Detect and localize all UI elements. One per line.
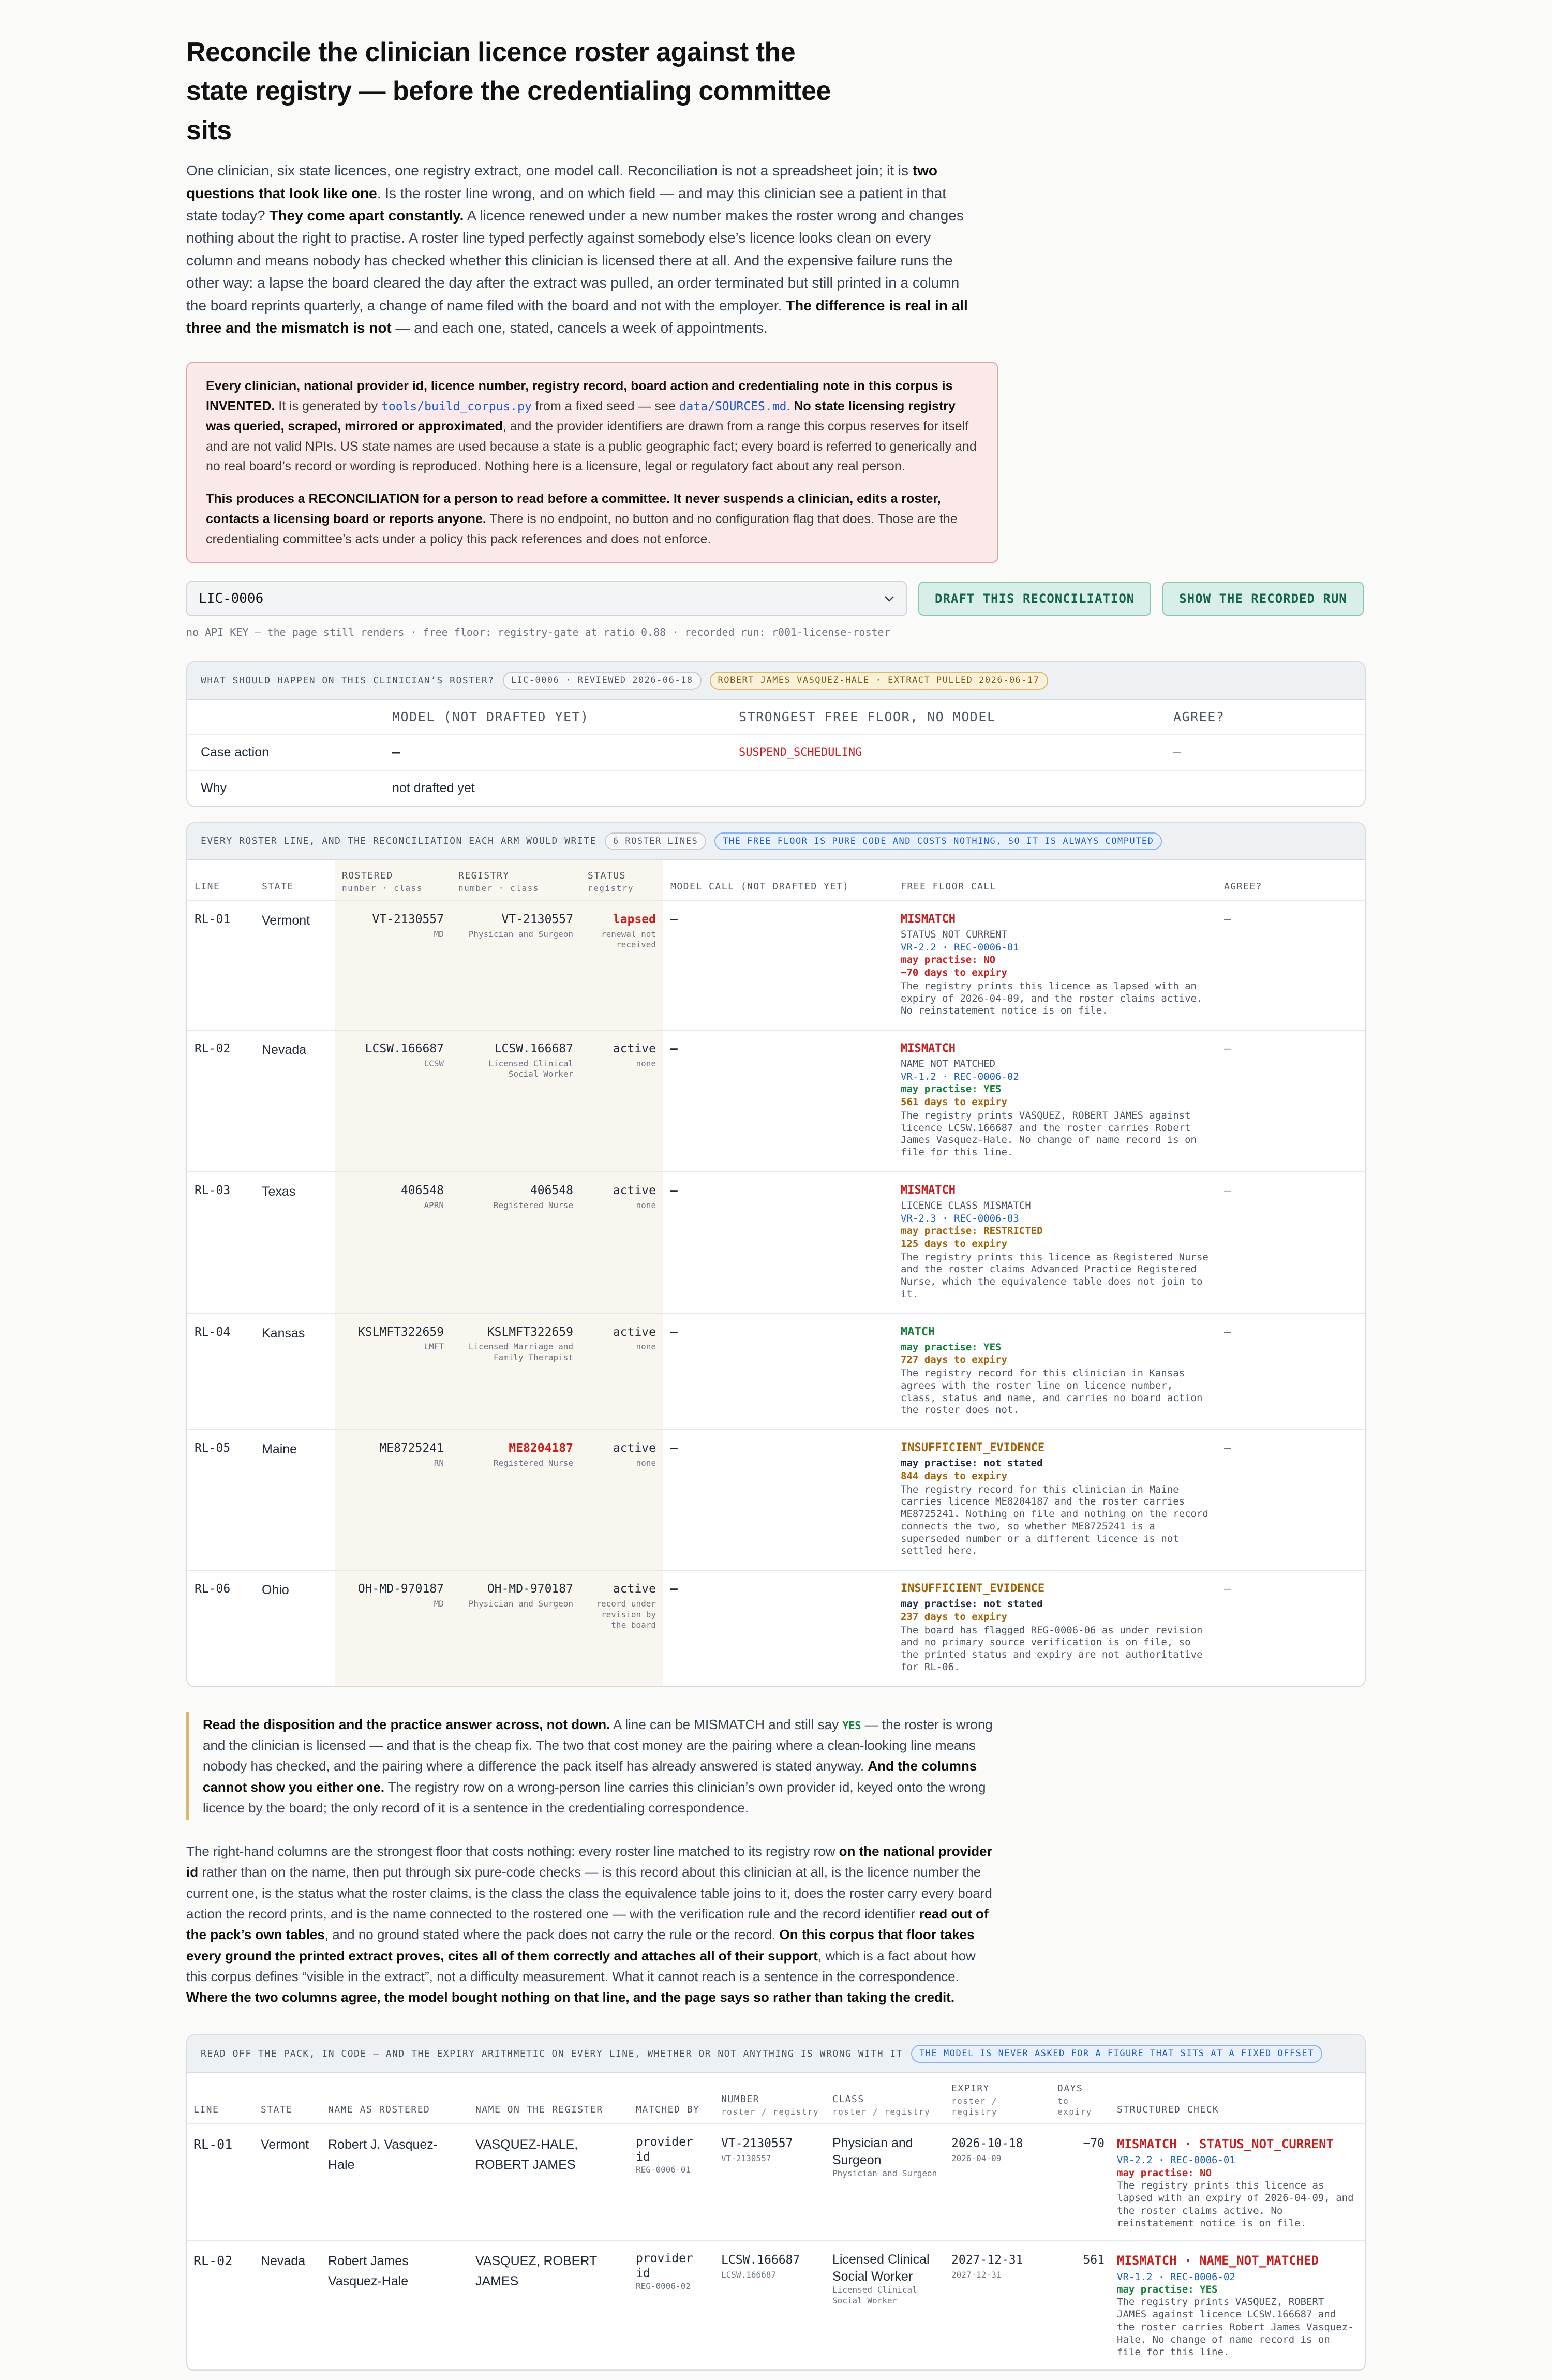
- cc-expiry-registry: 2027-12-31: [951, 2270, 1002, 2280]
- rule-reference: VR-2.3 · REC-0006-03: [901, 1212, 1019, 1224]
- registry-cell: [451, 1570, 580, 1686]
- registry-status: active: [613, 1183, 656, 1197]
- para-text: rather than on the name, then put through six pure-code checks — is this record about this clinician at all, is the licence number the current one, is the status what the roster claims, is the class the class the equivalence table joins to it, does the roster carry every board action the record prints, and is the name connected to the rostered one — with the verification rule and the record identifier: [186, 1864, 992, 1922]
- col-registry-label: REGISTRY: [458, 870, 510, 882]
- intro-emphasis: They come apart constantly.: [269, 207, 464, 224]
- yes-badge: YES: [842, 1719, 861, 1732]
- registry-number: ME8204187: [509, 1441, 573, 1455]
- summary-col-model: MODEL (NOT DRAFTED YET): [379, 700, 725, 735]
- warning-paragraph: [206, 489, 979, 549]
- cc-matched-cell: [630, 2240, 715, 2369]
- days-to-expiry: 844 days to expiry: [901, 1470, 1007, 1482]
- cc-col-state: STATE: [255, 2073, 322, 2124]
- status-note: none: [636, 1058, 656, 1068]
- case-review-pill: LIC-0006 · REVIEWED 2026-06-18: [503, 672, 702, 689]
- may-practise-value: may practise: NO: [901, 954, 996, 966]
- cc-number-roster: VT-2130557: [721, 2137, 793, 2151]
- disposition-badge: MISMATCH: [901, 1183, 956, 1197]
- col-registry: [451, 860, 580, 901]
- callout-text: The registry row on a wrong-person line carries this clinician’s own provider id, keyed onto the wrong licence by the board; the only record of it is a sentence in the credentialing correspondence.: [203, 1779, 986, 1816]
- cc-matched-by: provider id: [636, 2135, 693, 2164]
- registry-status: active: [613, 1441, 656, 1455]
- roster-line-id: RL-03: [187, 1172, 255, 1314]
- cc-class-cell: [826, 2240, 945, 2369]
- cc-class-registry: Licensed Clinical Social Worker: [832, 2285, 917, 2306]
- cc-number-registry: LCSW.166687: [721, 2270, 776, 2280]
- roster-count-pill: 6 ROSTER LINES: [605, 832, 706, 850]
- intro-emphasis: The difference is real in all three and the mismatch is not: [186, 297, 968, 336]
- rostered-class: APRN: [424, 1200, 444, 1210]
- cc-matched-ref: REG-0006-02: [636, 2281, 691, 2291]
- cc-rule-reference: VR-1.2 · REC-0006-02: [1117, 2271, 1235, 2283]
- cc-expiry-registry: 2026-04-09: [951, 2153, 1002, 2163]
- col-registry-sub: number · class: [458, 883, 539, 894]
- free-floor-cell: [893, 901, 1217, 1030]
- summary-row-label: Case action: [187, 735, 379, 770]
- cc-expiry-cell: [945, 2240, 1051, 2369]
- summary-row-label: Why: [201, 781, 227, 796]
- may-practise-value: may practise: YES: [901, 1083, 1002, 1095]
- roster-row: [187, 901, 1365, 1030]
- col-agree: AGREE?: [1217, 860, 1365, 901]
- disposition-badge: INSUFFICIENT_EVIDENCE: [901, 1582, 1045, 1596]
- summary-panel-header: [187, 662, 1365, 700]
- intro-text: . Is the roster line wrong, and on which field — and may this clinician see a patient in that state today?: [186, 185, 947, 224]
- rostered-number: LCSW.166687: [365, 1042, 444, 1056]
- cc-name-register: VASQUEZ-HALE, ROBERT JAMES: [469, 2124, 630, 2240]
- cc-col-number: [715, 2073, 826, 2124]
- run-status-note: no API_KEY — the page still renders · free floor: registry-gate at ratio 0.88 · recorded run: r001-license-roster: [186, 626, 890, 639]
- model-call-cell: —: [663, 1314, 893, 1430]
- col-state: STATE: [255, 860, 335, 901]
- roster-line-id: RL-06: [195, 1582, 231, 1596]
- floor-rationale: The board has flagged REG-0006-06 as under revision and no primary source verification is on file, so the printed status and expiry are not authoritative for RL-06.: [901, 1624, 1203, 1673]
- cc-structured-check: [1111, 2124, 1365, 2240]
- cc-number-registry: VT-2130557: [721, 2153, 771, 2163]
- cc-rule-reference: VR-2.2 · REC-0006-01: [1117, 2154, 1235, 2166]
- cc-expiry-cell: [945, 2124, 1051, 2240]
- free-floor-cell: [893, 1172, 1217, 1314]
- roster-line-id: RL-01: [187, 901, 255, 1030]
- roster-table-body: [187, 901, 1365, 1686]
- status-cell: [580, 1172, 663, 1314]
- cc-matched-by: provider id: [636, 2252, 693, 2281]
- days-to-expiry: 727 days to expiry: [901, 1354, 1007, 1366]
- may-practise-value: may practise: not stated: [901, 1598, 1043, 1610]
- cc-number-cell: [715, 2124, 826, 2240]
- code-check-heading: READ OFF THE PACK, IN CODE — AND THE EXPIRY ARITHMETIC ON EVERY LINE, WHETHER OR NOT ANYTHING IS WRONG WITH IT: [201, 2048, 903, 2059]
- col-model-call: MODEL CALL (NOT DRAFTED YET): [663, 860, 893, 901]
- cc-check-result: MISMATCH · NAME_NOT_MATCHED: [1117, 2253, 1319, 2268]
- cc-col-line: LINE: [187, 2073, 255, 2124]
- code-check-body: [187, 2124, 1365, 2369]
- cc-class-roster: Licensed Clinical Social Worker: [832, 2252, 930, 2284]
- summary-agree-value: —: [1160, 735, 1365, 770]
- para-text: The right-hand columns are the strongest floor that costs nothing: every roster line matched to its registry row: [186, 1843, 839, 1860]
- warning-text: from a fixed seed — see: [531, 399, 679, 414]
- status-cell: [580, 901, 663, 1030]
- registry-status: active: [613, 1042, 656, 1056]
- col-status-label: STATUS: [588, 870, 626, 882]
- cc-days: −70: [1051, 2124, 1111, 2240]
- case-select[interactable]: [186, 581, 907, 616]
- roster-table: [187, 860, 1365, 1686]
- free-floor-cell: [893, 1430, 1217, 1570]
- may-practise-value: may practise: YES: [901, 1341, 1002, 1353]
- warning-emphasis: Every clinician, national provider id, licence number, registry record, board action and credentialing note in this corpus is INVENTED.: [206, 379, 953, 414]
- col-rostered: [335, 860, 451, 901]
- days-to-expiry: 125 days to expiry: [901, 1238, 1007, 1250]
- summary-table: [187, 700, 1365, 806]
- rostered-cell: [335, 1570, 451, 1686]
- registry-class: Licensed Marriage and Family Therapist: [468, 1342, 573, 1363]
- cc-may-practise: may practise: NO: [1117, 2167, 1212, 2179]
- registry-status: active: [613, 1325, 656, 1339]
- cc-state: Nevada: [255, 2240, 322, 2369]
- free-floor-cell: [893, 1314, 1217, 1430]
- model-call-cell: —: [663, 1172, 893, 1314]
- roster-panel-header: [187, 823, 1365, 860]
- cc-matched-cell: [630, 2124, 715, 2240]
- callout-emphasis: Read the disposition and the practice answer across, not down.: [203, 1716, 610, 1732]
- free-floor-cell: [893, 1570, 1217, 1686]
- warning-text: There is no endpoint, no button and no configuration flag that does. Those are the credentialing committee’s acts under a policy this pack references and does not enforce.: [206, 511, 958, 546]
- roster-panel: [186, 822, 1366, 1687]
- code-check-header: [187, 2035, 1365, 2073]
- reason-code: NAME_NOT_MATCHED: [901, 1058, 996, 1070]
- may-practise-value: may practise: not stated: [901, 1457, 1043, 1469]
- status-note: renewal not received: [601, 929, 656, 950]
- cc-days: 561: [1051, 2240, 1111, 2369]
- cc-col-days-label: DAYS: [1057, 2082, 1083, 2094]
- registry-class: Registered Nurse: [493, 1200, 573, 1210]
- cc-number-cell: [715, 2240, 826, 2369]
- rostered-class: RN: [434, 1457, 444, 1468]
- warning-emphasis: This produces a RECONCILIATION for a person to read before a committee. It never suspends a clinician, edits a roster, contacts a licensing board or reports anyone.: [206, 492, 941, 526]
- roster-row: [187, 1430, 1365, 1570]
- roster-row: [187, 1570, 1365, 1686]
- model-call-cell: —: [663, 1430, 893, 1570]
- registry-cell: [451, 1172, 580, 1314]
- warning-text: , and the provider identifiers are drawn from a range this corpus reserves for itself and are not valid NPIs. US state names are used because a state is a public geographic fact; every board is referred to generically and no real board’s record or wording is reproduced. Nothing here is a licensure, legal or regulatory fact about any real person.: [206, 419, 977, 474]
- cc-col-days-sub: to expiry: [1057, 2095, 1092, 2117]
- cc-class-roster: Physician and Surgeon: [832, 2136, 913, 2167]
- warning-text: .: [786, 399, 794, 414]
- para-emphasis: read out of the pack’s own tables: [186, 1906, 989, 1943]
- callout-text: — the roster is wrong and the clinician is licensed — and that is the cheap fix. The two that cost money are the pairing where a clean-looking line means nobody has checked, and the pairing where a difference the pack itself has already answered is stated anyway.: [203, 1716, 993, 1774]
- code-check-panel: [186, 2034, 1366, 2371]
- rostered-cell: [335, 901, 451, 1030]
- status-note: none: [636, 1200, 656, 1210]
- rostered-class: LMFT: [424, 1342, 444, 1352]
- cc-col-name-register: NAME ON THE REGISTER: [469, 2073, 630, 2124]
- agree-cell: —: [1217, 901, 1365, 1030]
- para-text: , and no ground stated where the pack does not carry the rule or the record.: [324, 1927, 780, 1943]
- col-status-sub: registry: [588, 883, 634, 894]
- status-note: record under revision by the board: [596, 1598, 656, 1630]
- rostered-number: VT-2130557: [372, 912, 444, 926]
- cc-col-check: STRUCTURED CHECK: [1111, 2073, 1365, 2124]
- registry-class: Physician and Surgeon: [468, 1598, 573, 1609]
- disposition-badge: MISMATCH: [901, 912, 956, 926]
- roster-state: Ohio: [262, 1583, 289, 1598]
- intro-text: A licence renewed under a new number makes the roster wrong and changes nothing about the right to practise. A roster line typed perfectly against somebody else’s licence looks clean on every column and means nobody has checked whether this clinician is licensed there at all. And the expensive failure runs the other way: a lapse the board cleared the day after the extract was pulled, an order terminated but still printed in a column the board reprints quarterly, a change of name filed with the board and not with the employer.: [186, 207, 964, 314]
- agree-cell: —: [1217, 1030, 1365, 1172]
- registry-status: active: [613, 1582, 656, 1596]
- agree-cell: —: [1224, 1582, 1231, 1596]
- cc-rationale: The registry prints VASQUEZ, ROBERT JAMES against licence LCSW.166687 and the roster carries Robert James Vasquez-Hale. No change of name record is on file for this line.: [1117, 2296, 1354, 2358]
- free-floor-cell: [893, 1030, 1217, 1172]
- cc-expiry-roster: 2026-10-18: [951, 2137, 1023, 2151]
- cc-col-number-label: NUMBER: [721, 2093, 760, 2105]
- cc-col-expiry-sub: roster / registry: [951, 2095, 998, 2117]
- controls-bar: [186, 581, 1366, 616]
- roster-line-id: RL-04: [187, 1314, 255, 1430]
- cc-expiry-roster: 2027-12-31: [951, 2253, 1023, 2267]
- agree-cell: —: [1217, 1430, 1365, 1570]
- clinician-extract-pill: ROBERT JAMES VASQUEZ-HALE · EXTRACT PULLED 2026-06-17: [710, 672, 1048, 689]
- summary-col-floor: STRONGEST FREE FLOOR, NO MODEL: [725, 700, 1160, 735]
- rostered-cell: [335, 1030, 451, 1172]
- cc-rationale: The registry prints this licence as lapsed with an expiry of 2026-04-09, and the roster claims active. No reinstatement notice is on file.: [1117, 2180, 1354, 2229]
- cc-state: Vermont: [255, 2124, 322, 2240]
- page: [186, 33, 1366, 2371]
- roster-table-header: [187, 860, 1365, 901]
- disposition-badge: INSUFFICIENT_EVIDENCE: [901, 1441, 1045, 1455]
- cc-matched-ref: REG-0006-01: [636, 2164, 691, 2175]
- roster-state: Kansas: [255, 1314, 335, 1430]
- floor-rationale: The registry prints this licence as lapsed with an expiry of 2026-04-09, and the roster claims active. No reinstatement notice is on file.: [901, 980, 1203, 1017]
- summary-model-value: —: [379, 735, 725, 770]
- floor-rationale: The registry record for this clinician in Maine carries licence ME8204187 and the roster carries ME8725241. Nothing on file and nothing on the record connects the two, so whether ME8725241 is a superseded number or a different licence is not settled here.: [901, 1483, 1208, 1557]
- status-note: none: [636, 1457, 656, 1468]
- model-call-cell: —: [663, 1030, 893, 1172]
- case-select-value: LIC-0006: [199, 591, 264, 607]
- registry-number: VT-2130557: [501, 912, 573, 926]
- col-rostered-sub: number · class: [342, 883, 423, 894]
- rostered-class: LCSW: [424, 1058, 444, 1068]
- disposition-badge: MATCH: [901, 1325, 935, 1338]
- cc-line-id: RL-02: [187, 2240, 255, 2369]
- sources-path: data/SOURCES.md: [679, 400, 787, 414]
- cc-check-result: MISMATCH · STATUS_NOT_CURRENT: [1117, 2137, 1334, 2152]
- agree-cell: —: [1217, 1172, 1365, 1314]
- free-floor-explanation: [186, 1841, 993, 2007]
- cc-may-practise: may practise: YES: [1117, 2283, 1218, 2295]
- registry-cell: [451, 1430, 580, 1570]
- warning-text: It is generated by: [275, 399, 382, 414]
- rostered-class: MD: [434, 929, 444, 939]
- rostered-number: OH-MD-970187: [357, 1582, 444, 1596]
- para-text: , which is a fact about how this corpus defines “visible in the extract”, not a difficulty measurement. What it cannot reach is a sentence in the correspondence.: [186, 1947, 976, 1984]
- roster-state: Texas: [255, 1172, 335, 1314]
- col-rostered-label: ROSTERED: [342, 870, 393, 882]
- model-call-cell: —: [670, 1582, 678, 1596]
- summary-row-case-action: [187, 735, 1365, 770]
- registry-cell: [451, 901, 580, 1030]
- summary-floor-value: [725, 770, 1160, 806]
- intro-emphasis: two questions that look like one: [186, 162, 938, 201]
- page-title: Reconcile the clinician licence roster against the state registry — before the credentialing committee sits: [186, 37, 831, 145]
- rostered-number: ME8725241: [379, 1441, 444, 1455]
- reason-code: LICENCE_CLASS_MISMATCH: [901, 1199, 1031, 1211]
- intro-text: One clinician, six state licences, one registry extract, one model call. Reconciliation is not a spreadsheet join; it is: [186, 162, 913, 179]
- code-check-row: [187, 2240, 1365, 2369]
- rostered-class: MD: [434, 1598, 444, 1609]
- cc-class-registry: Physician and Surgeon: [832, 2168, 937, 2179]
- reason-code: STATUS_NOT_CURRENT: [901, 929, 1007, 941]
- cc-col-class-sub: roster / registry: [832, 2106, 931, 2117]
- roster-state: Nevada: [255, 1030, 335, 1172]
- free-floor-pill: THE FREE FLOOR IS PURE CODE AND COSTS NOTHING, SO IT IS ALWAYS COMPUTED: [714, 832, 1162, 850]
- registry-class: Licensed Clinical Social Worker: [488, 1058, 573, 1079]
- rule-reference: VR-1.2 · REC-0006-02: [901, 1070, 1019, 1082]
- registry-class: Registered Nurse: [493, 1457, 573, 1468]
- registry-number: LCSW.166687: [494, 1042, 573, 1056]
- cc-class-cell: [826, 2124, 945, 2240]
- status-cell: [580, 1430, 663, 1570]
- registry-status: lapsed: [613, 912, 656, 926]
- status-cell: [580, 1314, 663, 1430]
- status-cell: [580, 1570, 663, 1686]
- cc-line-id: RL-01: [187, 2124, 255, 2240]
- cc-number-roster: LCSW.166687: [721, 2253, 800, 2267]
- code-check-row: [187, 2124, 1365, 2240]
- roster-heading: EVERY ROSTER LINE, AND THE RECONCILIATION EACH ARM WOULD WRITE: [201, 836, 596, 847]
- corpus-script-path: tools/build_corpus.py: [381, 400, 532, 414]
- days-to-expiry: 237 days to expiry: [901, 1611, 1007, 1623]
- fixed-offset-pill: THE MODEL IS NEVER ASKED FOR A FIGURE THAT SITS AT A FIXED OFFSET: [911, 2045, 1322, 2062]
- days-to-expiry: 561 days to expiry: [901, 1096, 1007, 1108]
- cc-col-name-roster: NAME AS ROSTERED: [322, 2073, 469, 2124]
- rostered-cell: [335, 1314, 451, 1430]
- callout-emphasis: And the columns cannot show you either one.: [203, 1758, 977, 1795]
- cc-name-rostered: Robert James Vasquez-Hale: [322, 2240, 469, 2369]
- draft-reconciliation-button[interactable]: DRAFT THIS RECONCILIATION: [918, 582, 1151, 616]
- intro-text: — and each one, stated, cancels a week of appointments.: [391, 319, 768, 336]
- invented-data-warning: [186, 362, 998, 563]
- roster-line-id: RL-05: [187, 1430, 255, 1570]
- rostered-cell: [335, 1430, 451, 1570]
- roster-row: [187, 1314, 1365, 1430]
- summary-row-why: [187, 770, 1365, 806]
- summary-panel: [186, 661, 1366, 807]
- registry-cell: [451, 1314, 580, 1430]
- cc-name-register: VASQUEZ, ROBERT JAMES: [469, 2240, 630, 2369]
- rostered-cell: [335, 1172, 451, 1314]
- cc-col-number-sub: roster / registry: [721, 2106, 819, 2117]
- intro-paragraph: [186, 159, 973, 339]
- cc-col-class: [826, 2073, 945, 2124]
- col-floor-call: FREE FLOOR CALL: [893, 860, 1217, 901]
- warning-emphasis: No state licensing registry was queried, scraped, mirrored or approximated: [206, 399, 956, 434]
- code-check-table-header: [187, 2073, 1365, 2124]
- floor-rationale: The registry prints this licence as Registered Nurse and the roster claims Advanced Practice Registered Nurse, which the equivalence table does not join to it.: [901, 1251, 1208, 1300]
- code-check-table: [187, 2073, 1365, 2370]
- col-status: [580, 860, 663, 901]
- callout-text: A line can be MISMATCH and still say: [610, 1716, 843, 1732]
- may-practise-value: may practise: RESTRICTED: [901, 1225, 1043, 1237]
- roster-row: [187, 1030, 1365, 1172]
- summary-model-value: not drafted yet: [392, 781, 475, 796]
- cc-col-expiry-label: EXPIRY: [951, 2082, 990, 2094]
- floor-rationale: The registry record for this clinician in Kansas agrees with the roster line on licence number, class, status and name, and carries no board action the roster does not.: [901, 1367, 1203, 1416]
- model-call-cell: —: [663, 901, 893, 1030]
- cc-name-rostered: Robert J. Vasquez-Hale: [322, 2124, 469, 2240]
- roster-line-id: RL-02: [187, 1030, 255, 1172]
- warning-paragraph: [206, 376, 979, 477]
- show-recorded-run-button[interactable]: SHOW THE RECORDED RUN: [1162, 582, 1363, 616]
- chevron-down-icon: [884, 595, 894, 602]
- para-emphasis: Where the two columns agree, the model bought nothing on that line, and the page says so rather than taking the credit.: [186, 1989, 955, 2005]
- cc-col-class-label: CLASS: [832, 2093, 864, 2105]
- days-to-expiry: −70 days to expiry: [901, 967, 1007, 979]
- floor-rationale: The registry prints VASQUEZ, ROBERT JAMES against licence LCSW.166687 and the roster carries Robert James Vasquez-Hale. No change of name record is on file for this line.: [901, 1109, 1197, 1158]
- cc-col-matched: MATCHED BY: [630, 2073, 715, 2124]
- agree-cell: —: [1217, 1314, 1365, 1430]
- registry-number: OH-MD-970187: [487, 1582, 573, 1596]
- roster-state: Maine: [255, 1430, 335, 1570]
- para-emphasis: On this corpus that floor takes every ground the printed extract proves, cites all of them correctly and attaches all of their support: [186, 1927, 975, 1964]
- registry-class: Physician and Surgeon: [468, 929, 573, 939]
- summary-question: WHAT SHOULD HAPPEN ON THIS CLINICIAN’S ROSTER?: [201, 675, 495, 686]
- reading-guide-callout: [186, 1712, 993, 1820]
- cc-col-days: [1051, 2073, 1111, 2124]
- rule-reference: VR-2.2 · REC-0006-01: [901, 941, 1019, 953]
- status-cell: [580, 1030, 663, 1172]
- disposition-badge: MISMATCH: [901, 1042, 956, 1055]
- registry-cell: [451, 1030, 580, 1172]
- cc-structured-check: [1111, 2240, 1365, 2369]
- roster-state: Vermont: [255, 901, 335, 1030]
- roster-row: [187, 1172, 1365, 1314]
- status-note: none: [636, 1342, 656, 1352]
- summary-floor-value: SUSPEND_SCHEDULING: [725, 735, 1160, 770]
- registry-number: KSLMFT322659: [487, 1325, 573, 1339]
- rostered-number: 406548: [400, 1183, 444, 1197]
- cc-col-expiry: [945, 2073, 1051, 2124]
- col-line: LINE: [187, 860, 255, 901]
- para-emphasis: on the national provider id: [186, 1843, 992, 1880]
- summary-col-agree: AGREE?: [1160, 700, 1365, 735]
- summary-agree-value: [1160, 770, 1365, 806]
- summary-col-blank: [187, 700, 379, 735]
- registry-number: 406548: [530, 1183, 573, 1197]
- rostered-number: KSLMFT322659: [357, 1325, 444, 1339]
